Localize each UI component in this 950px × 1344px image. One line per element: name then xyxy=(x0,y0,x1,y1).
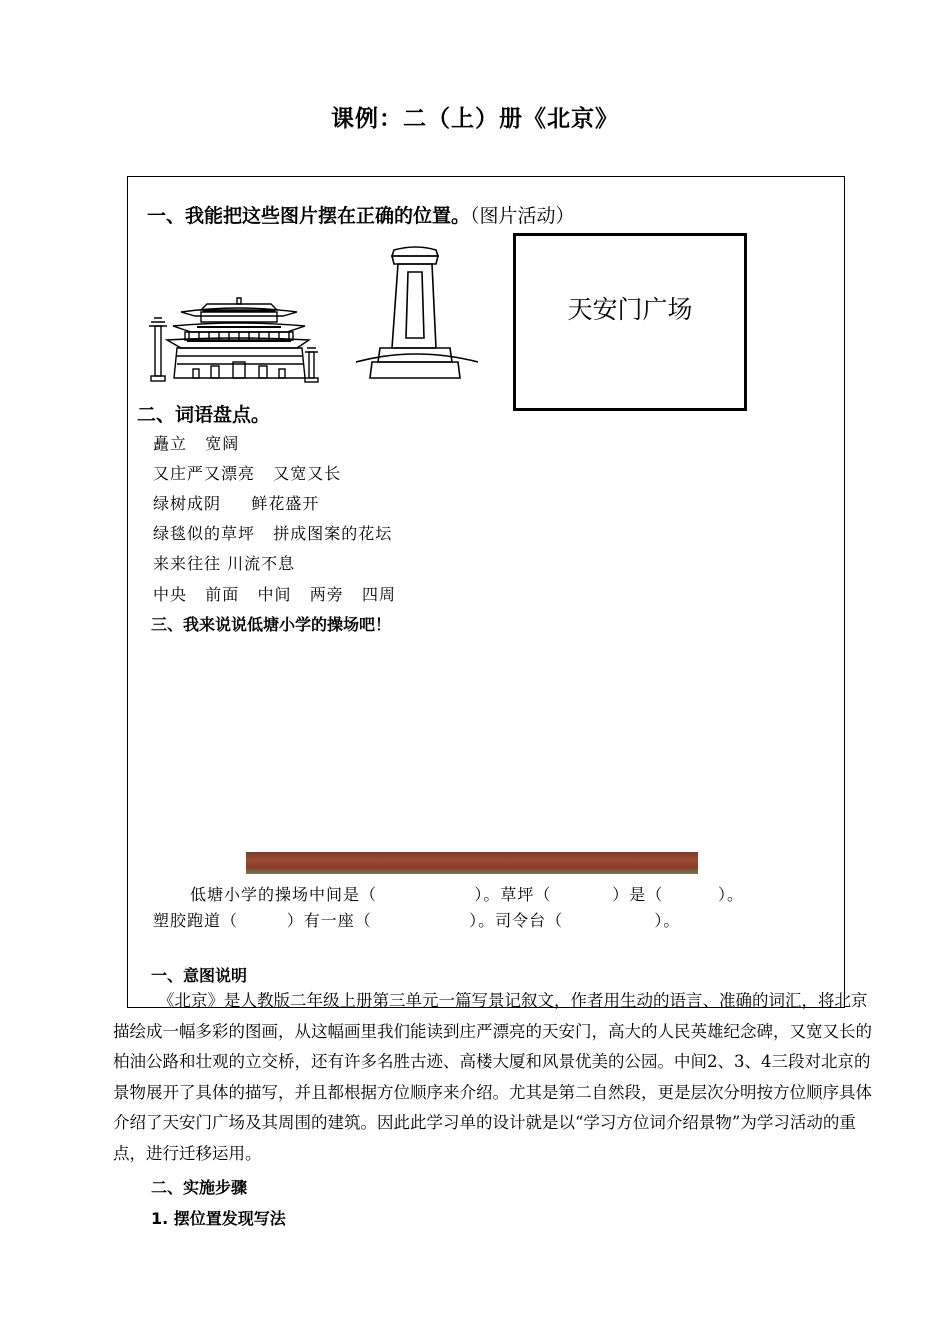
intent-paragraph: 《北京》是人教版二年级上册第三单元一篇写景记叙文，作者用生动的语言、准确的词汇，将北京描绘成一幅多彩的图画，从这幅画里我们能读到庄严漂亮的天安门，高大的人民英雄纪念碑，又宽又长的柏油公路和壮观的立交桥，还有许多名胜古迹、高楼大厦和风景优美的公园。中间2、3、4三段对北京的景物展开了具体的描写，并且都根据方位顺序来介绍。尤其是第二自然段，更是层次分明按方位顺序具体介绍了天安门广场及其周围的建筑。因此此学习单的设计就是以“学习方位词介绍景物”为学习活动的重点，进行迁移运用。 xyxy=(113,991,872,1163)
section1-heading xyxy=(147,201,575,228)
vocab-line: 又庄严又漂亮 又宽又长 xyxy=(153,464,342,483)
vocab-line: 绿毯似的草坪 拼成图案的花坛 xyxy=(153,524,393,543)
tiananmen-illustration[interactable] xyxy=(137,296,333,384)
fill-blank-line-2[interactable]: 塑胶跑道（ ）有一座（ ）。司令台（ ）。 xyxy=(153,911,681,930)
step-1-heading: 1. 摆位置发现写法 xyxy=(151,1209,286,1228)
vocab-line: 来来往往 川流不息 xyxy=(153,554,296,573)
tiananmen-square-label-box[interactable] xyxy=(513,233,747,411)
section3-heading: 三、我来说说低塘小学的操场吧！ xyxy=(151,615,392,634)
tiananmen-square-label: 天安门广场 xyxy=(567,297,693,324)
playground-track-photo xyxy=(246,852,698,874)
monument-illustration[interactable] xyxy=(356,242,478,384)
vocab-line: 中央 前面 中间 两旁 四周 xyxy=(153,585,397,604)
vocab-line: 矗立 宽阔 xyxy=(153,434,240,453)
intent-heading: 一、意图说明 xyxy=(151,966,248,985)
fill-blank-line-1[interactable]: 低塘小学的操场中间是（ ）。草坪（ ）是（ ）。 xyxy=(190,885,745,904)
steps-heading: 二、实施步骤 xyxy=(151,1178,248,1197)
vocab-line: 绿树成阴 鲜花盛开 xyxy=(153,494,320,513)
section1-heading-text: 一、我能把这些图片摆在正确的位置。 xyxy=(147,205,471,227)
section2-heading: 二、词语盘点。 xyxy=(137,404,271,426)
section1-note: （图片活动） xyxy=(470,205,575,227)
page-title: 课例：二（上）册《北京》 xyxy=(331,106,619,132)
